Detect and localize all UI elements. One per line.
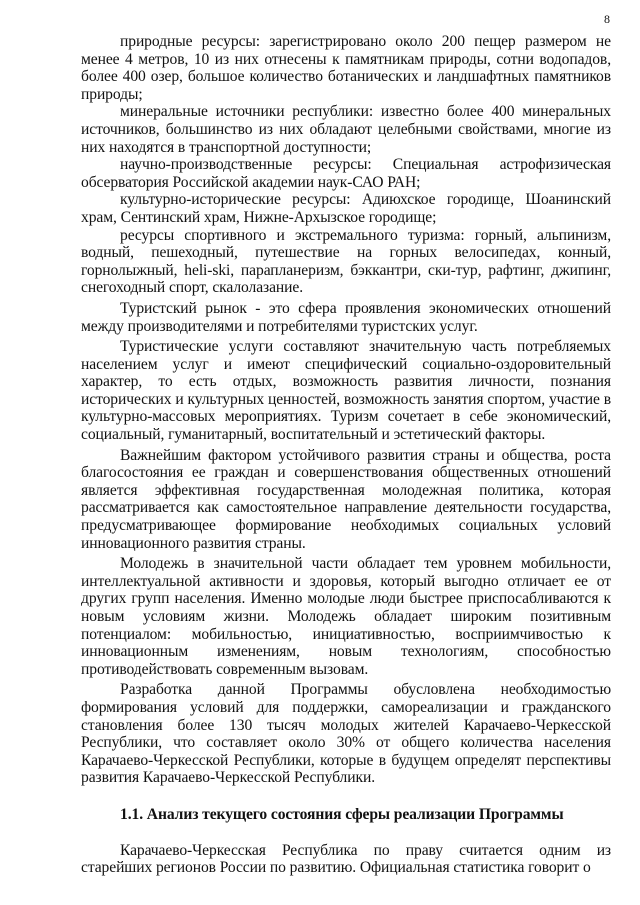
paragraph-natural-resources: природные ресурсы: зарегистрировано около 200 пещер размером не менее 4 метров, 10 из них отнесены к памятникам природы, сотни водопадов, более 400 озер, большое количество ботанических и ландшафтных памятников природы; [81,33,611,103]
paragraph-tourist-services: Туристические услуги составляют значительную часть потребляемых населением услуг и имеют специфический социально-оздоровительный характер, то есть отдых, возможность развития личности, познания исторических и культурных ценностей, возможность занятия спортом, участие в культурно-массовых мероприятиях. Туризм сочетает в себе экономический, социальный, гуманитарный, воспитательный и эстетический факторы. [81,338,611,444]
paragraph-tourist-market: Туристский рынок - это сфера проявления экономических отношений между производителями и потребителями туристских услуг. [81,299,611,335]
paragraph-youth-mobility: Молодежь в значительной части обладает тем уровнем мобильности, интеллектуальной активности и здоровья, который выгодно отличает ее от других групп населения. Именно молодые люди быстрее приспосабливаются к новым условиям жизни. Молодежь обладает широким позитивным потенциалом: мобильностью, инициативностью, восприимчивостью к инновационным изменениям, новым технологиям, способностью противодействовать современным вызовам. [81,555,611,678]
paragraph-cultural-resources: культурно-исторические ресурсы: Адиюхское городище, Шоанинский храм, Сентинский храм, Нижне-Архызское городище; [81,191,611,226]
paragraph-mineral-springs: минеральные источники республики: известно более 400 минеральных источников, большинство из них обладают целебными свойствами, многие из них находятся в транспортной доступности; [81,103,611,156]
paragraph-youth-policy: Важнейшим фактором устойчивого развития страны и общества, роста благосостояния ее граждан и совершенствования общественных отношений является эффективная государственная молодежная политика, которая рассматривается как самостоятельное направление деятельности государства, предусматривающее формирование необходимых социальных условий инновационного развития страны. [81,446,611,552]
section-heading: 1.1. Анализ текущего состояния сферы реализации Программы [120,805,564,823]
page-number: 8 [604,12,610,26]
document-body [81,33,611,877]
section-first-paragraph: Карачаево-Черкесская Республика по праву считается одним из старейших регионов России по развитию. Официальная статистика говорит о [81,841,611,877]
paragraph-program-development: Разработка данной Программы обусловлена необходимостью формирования условий для поддержки, самореализации и гражданского становления более 130 тысяч молодых жителей Карачаево-Черкесской Республики, что составляет около 30% от общего количества населения Карачаево-Черкесской Республики, которые в будущем определят перспективы развития Карачаево-Черкесской Республики. [81,681,611,787]
paragraph-scientific-resources: научно-производственные ресурсы: Специальная астрофизическая обсерватория Российской академии наук-САО РАН; [81,156,611,191]
paragraph-sport-tourism: ресурсы спортивного и экстремального туризма: горный, альпинизм, водный, пешеходный, путешествие на горных велосипедах, конный, горнолыжный, heli-ski, парапланеризм, бэккантри, ски-тур, рафтинг, джипинг, снегоходный спорт, скалолазание. [81,226,611,297]
